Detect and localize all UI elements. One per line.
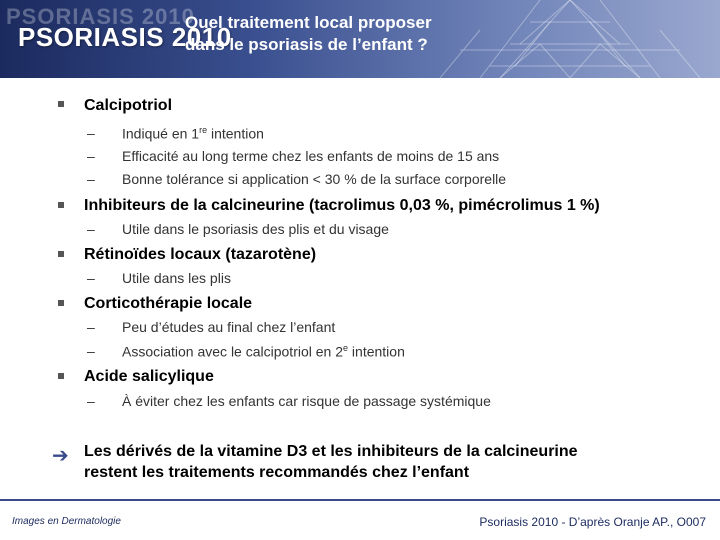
square-bullet-icon (58, 373, 64, 379)
dash-icon: – (87, 125, 95, 141)
dash-icon: – (87, 343, 95, 359)
section-heading: Calcipotriol (84, 97, 173, 114)
right-arrow-icon: ➔ (52, 443, 69, 467)
dash-icon: – (87, 270, 95, 286)
conclusion-line-2: restent les traitements recommandés chez l’enfant (84, 464, 470, 481)
title-line-2: dans le psoriasis de l’enfant ? (185, 35, 428, 54)
page-title (185, 12, 565, 56)
dash-icon: – (87, 221, 95, 237)
footer-citation: Psoriasis 2010 - D’après Oranje AP., O007 (479, 515, 706, 529)
slide-header (0, 0, 720, 78)
title-line-1: Quel traitement local proposer (185, 13, 432, 32)
dash-icon: – (87, 171, 95, 187)
footer-source: Images en Dermatologie (12, 516, 121, 527)
list-item: Efficacité au long terme chez les enfants de moins de 15 ans (122, 148, 500, 164)
square-bullet-icon (58, 300, 64, 306)
conclusion-text (84, 441, 684, 483)
dash-icon: – (87, 393, 95, 409)
list-item: Utile dans les plis (122, 270, 231, 286)
list-item: Utile dans le psoriasis des plis et du visage (122, 221, 389, 237)
logo-watermark: PSORIASIS 2010 (6, 4, 195, 29)
section-heading: Acide salicylique (84, 368, 214, 385)
list-item: À éviter chez les enfants car risque de passage systémique (122, 393, 491, 409)
square-bullet-icon (58, 101, 64, 107)
section-heading: Corticothérapie locale (84, 295, 253, 312)
list-item: Indiqué en 1re intention (122, 125, 264, 142)
list-item: Bonne tolérance si application < 30 % de la surface corporelle (122, 171, 507, 187)
square-bullet-icon (58, 202, 64, 208)
conclusion-line-1: Les dérivés de la vitamine D3 et les inhibiteurs de la calcineurine (84, 443, 578, 460)
section-heading: Inhibiteurs de la calcineurine (tacrolimus 0,03 %, pimécrolimus 1 %) (84, 197, 600, 214)
square-bullet-icon (58, 251, 64, 257)
list-item: Peu d’études au final chez l’enfant (122, 319, 336, 335)
dash-icon: – (87, 319, 95, 335)
dash-icon: – (87, 148, 95, 164)
list-item: Association avec le calcipotriol en 2e intention (122, 343, 405, 360)
section-heading: Rétinoïdes locaux (tazarotène) (84, 246, 317, 263)
footer-divider (0, 499, 720, 501)
logo: PSORIASIS 2010 (18, 22, 232, 52)
